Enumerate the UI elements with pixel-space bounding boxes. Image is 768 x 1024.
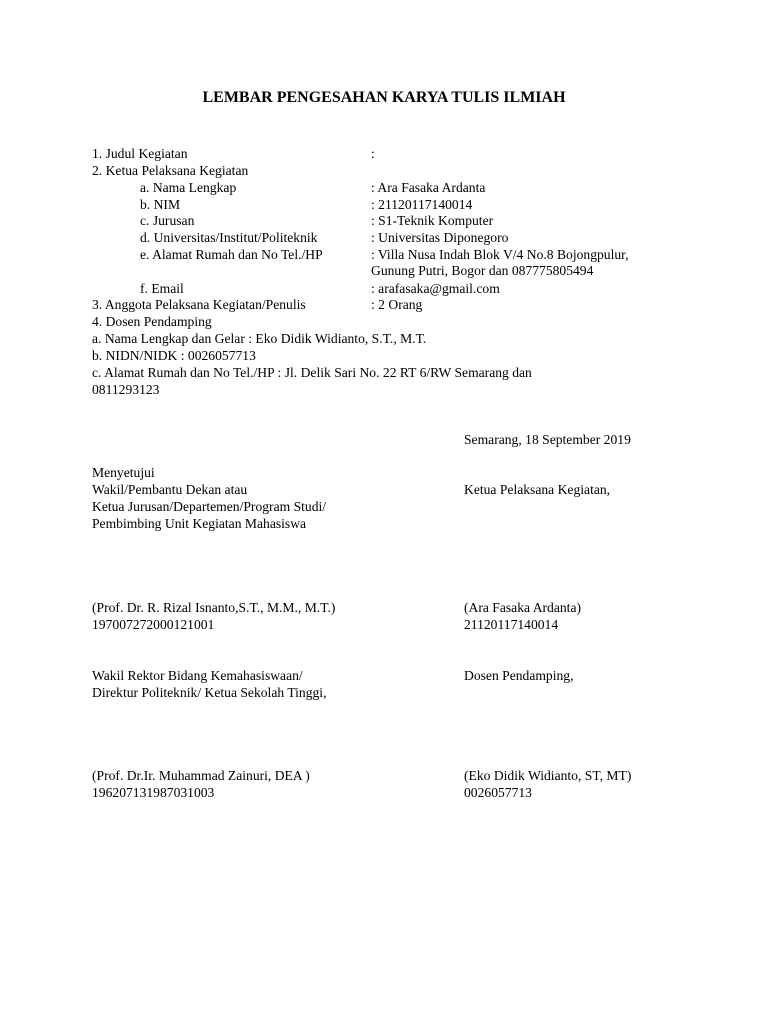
- left2-role-line1: Wakil Rektor Bidang Kemahasiswaan/: [92, 668, 303, 683]
- left1-name: (Prof. Dr. R. Rizal Isnanto,S.T., M.M., M.T.): [92, 600, 336, 615]
- nama-value: : Ara Fasaka Ardanta: [371, 180, 486, 195]
- dosen-alamat-line2: 0811293123: [92, 382, 160, 397]
- date-place: Semarang, 18 September 2019: [464, 432, 631, 447]
- jurusan-label: c. Jurusan: [140, 213, 195, 228]
- email-label: f. Email: [140, 281, 184, 296]
- right2-id: 0026057713: [464, 785, 532, 800]
- left1-role-line1: Wakil/Pembantu Dekan atau: [92, 482, 248, 497]
- left1-role-line3: Pembimbing Unit Kegiatan Mahasiswa: [92, 516, 307, 531]
- right1-name: (Ara Fasaka Ardanta): [464, 600, 582, 615]
- nim-label: b. NIM: [140, 197, 181, 212]
- alamat-value-line2: Gunung Putri, Bogor dan 087775805494: [371, 263, 594, 278]
- anggota-value: : 2 Orang: [371, 297, 423, 312]
- nim-value: : 21120117140014: [371, 197, 473, 212]
- email-value: : arafasaka@gmail.com: [371, 281, 500, 296]
- univ-label: d. Universitas/Institut/Politeknik: [140, 230, 318, 245]
- menyetujui-label: Menyetujui: [92, 465, 155, 480]
- jurusan-value: : S1-Teknik Komputer: [371, 213, 494, 228]
- dosen-alamat-line1: c. Alamat Rumah dan No Tel./HP : Jl. Delik Sari No. 22 RT 6/RW Semarang dan: [92, 365, 532, 380]
- left2-name: (Prof. Dr.Ir. Muhammad Zainuri, DEA ): [92, 768, 310, 783]
- univ-value: : Universitas Diponegoro: [371, 230, 509, 245]
- right1-id: 21120117140014: [464, 617, 559, 632]
- judul-label: 1. Judul Kegiatan: [92, 146, 188, 161]
- anggota-label: 3. Anggota Pelaksana Kegiatan/Penulis: [92, 297, 306, 312]
- right2-name: (Eko Didik Widianto, ST, MT): [464, 768, 632, 783]
- alamat-value-line1: : Villa Nusa Indah Blok V/4 No.8 Bojongpulur,: [371, 247, 629, 262]
- left2-id: 196207131987031003: [92, 785, 215, 800]
- document-title: LEMBAR PENGESAHAN KARYA TULIS ILMIAH: [202, 89, 566, 106]
- alamat-label: e. Alamat Rumah dan No Tel./HP: [140, 247, 323, 262]
- left1-id: 197007272000121001: [92, 617, 215, 632]
- judul-value: :: [371, 146, 375, 161]
- dosen-label: 4. Dosen Pendamping: [92, 314, 212, 329]
- left1-role-line2: Ketua Jurusan/Departemen/Program Studi/: [92, 499, 327, 514]
- right1-role: Ketua Pelaksana Kegiatan,: [464, 482, 611, 497]
- dosen-nama: a. Nama Lengkap dan Gelar : Eko Didik Widianto, S.T., M.T.: [92, 331, 427, 346]
- ketua-label: 2. Ketua Pelaksana Kegiatan: [92, 163, 249, 178]
- right2-role: Dosen Pendamping,: [464, 668, 574, 683]
- left2-role-line2: Direktur Politeknik/ Ketua Sekolah Tinggi,: [92, 685, 327, 700]
- nama-label: a. Nama Lengkap: [140, 180, 237, 195]
- dosen-nidn: b. NIDN/NIDK : 0026057713: [92, 348, 256, 363]
